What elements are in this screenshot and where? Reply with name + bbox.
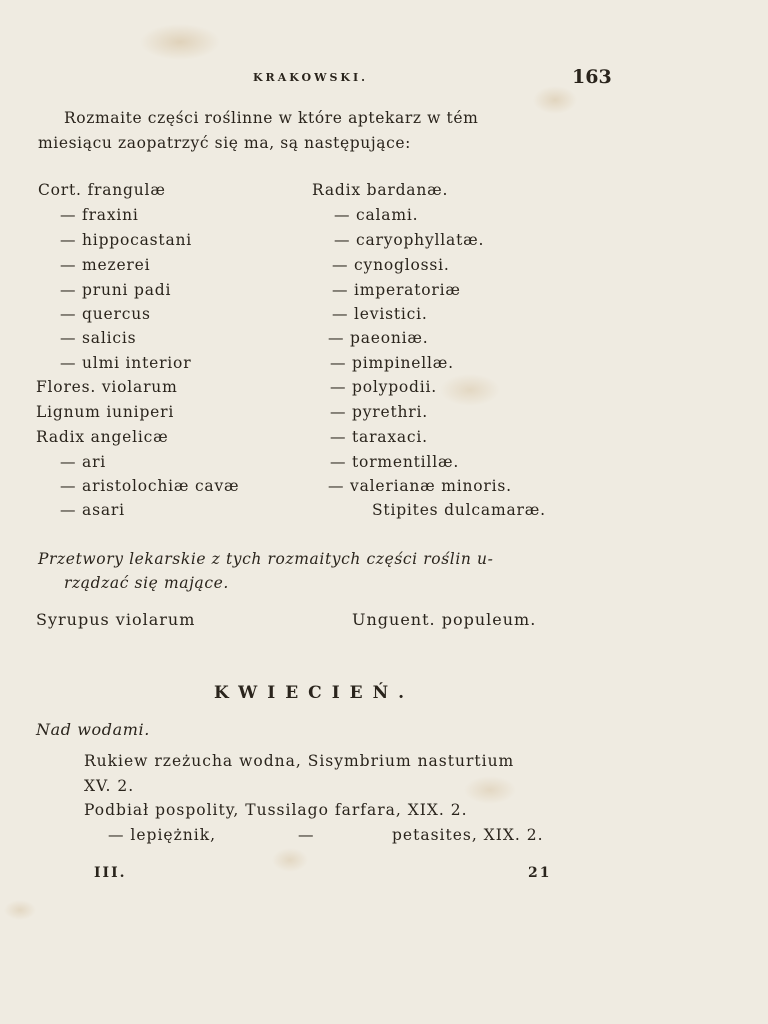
- intro-line-1: Rozmaite części roślinne w które aptekarz w tém: [64, 109, 479, 127]
- list-item: — aristolochiæ cavæ: [60, 477, 240, 495]
- list-item: — taraxaci.: [330, 428, 428, 446]
- list-item: — caryophyllatæ.: [334, 231, 485, 249]
- list-item: — imperatoriæ: [332, 281, 461, 299]
- sheet-number: 21: [528, 865, 552, 881]
- list-item: — levistici.: [332, 305, 428, 323]
- entry-dash: —: [298, 826, 315, 844]
- entry-line: — lepiężnik,: [108, 826, 217, 844]
- list-item: Cort. frangulæ: [38, 181, 166, 199]
- list-item: — pyrethri.: [330, 403, 428, 421]
- list-item: — calami.: [334, 206, 419, 224]
- preparation-item-right: Unguent. populeum.: [352, 610, 537, 629]
- list-item: — cynoglossi.: [332, 256, 450, 274]
- intro-paragraph: [38, 106, 613, 156]
- entry-line: Rukiew rzeżucha wodna, Sisymbrium nasturtium: [84, 752, 515, 770]
- list-item: Lignum iuniperi: [36, 403, 175, 421]
- list-item: — ari: [60, 453, 107, 471]
- list-item: Radix angelicæ: [36, 428, 169, 446]
- list-item: — salicis: [60, 329, 137, 347]
- preparation-item-left: Syrupus violarum: [36, 610, 196, 629]
- entry-line: XV. 2.: [84, 777, 135, 795]
- entry-line: Podbiał pospolity, Tussilago farfara, XIX. 2.: [84, 801, 468, 819]
- page-number: 163: [572, 66, 612, 88]
- preparations-line-2: rządzać się mające.: [64, 574, 229, 592]
- list-item: — tormentillæ.: [330, 453, 460, 471]
- list-item: — hippocastani: [60, 231, 193, 249]
- intro-line-2: miesiącu zaopatrzyć się ma, są następujące:: [38, 134, 411, 152]
- month-heading: KWIECIEŃ.: [214, 683, 415, 703]
- list-item: Stipites dulcamaræ.: [372, 501, 546, 519]
- list-item: — quercus: [60, 305, 151, 323]
- preparations-line-1: Przetwory lekarskie z tych rozmaitych części roślin u-: [38, 550, 494, 568]
- list-item: — paeoniæ.: [328, 329, 429, 347]
- list-item: — polypodii.: [330, 378, 438, 396]
- subheading: Nad wodami.: [36, 720, 150, 739]
- list-item: — mezerei: [60, 256, 151, 274]
- signature-mark: III.: [94, 865, 127, 881]
- entry-line: petasites, XIX. 2.: [392, 826, 544, 844]
- preparations-heading: [38, 547, 493, 595]
- list-item: — asari: [60, 501, 125, 519]
- list-item: Radix bardanæ.: [312, 181, 449, 199]
- list-item: — valerianæ minoris.: [328, 477, 512, 495]
- list-item: — pruni padi: [60, 281, 172, 299]
- list-item: — ulmi interior: [60, 354, 192, 372]
- list-item: — fraxini: [60, 206, 139, 224]
- running-title: KRAKOWSKI.: [253, 71, 368, 84]
- list-item: Flores. violarum: [36, 378, 178, 396]
- list-item: — pimpinellæ.: [330, 354, 454, 372]
